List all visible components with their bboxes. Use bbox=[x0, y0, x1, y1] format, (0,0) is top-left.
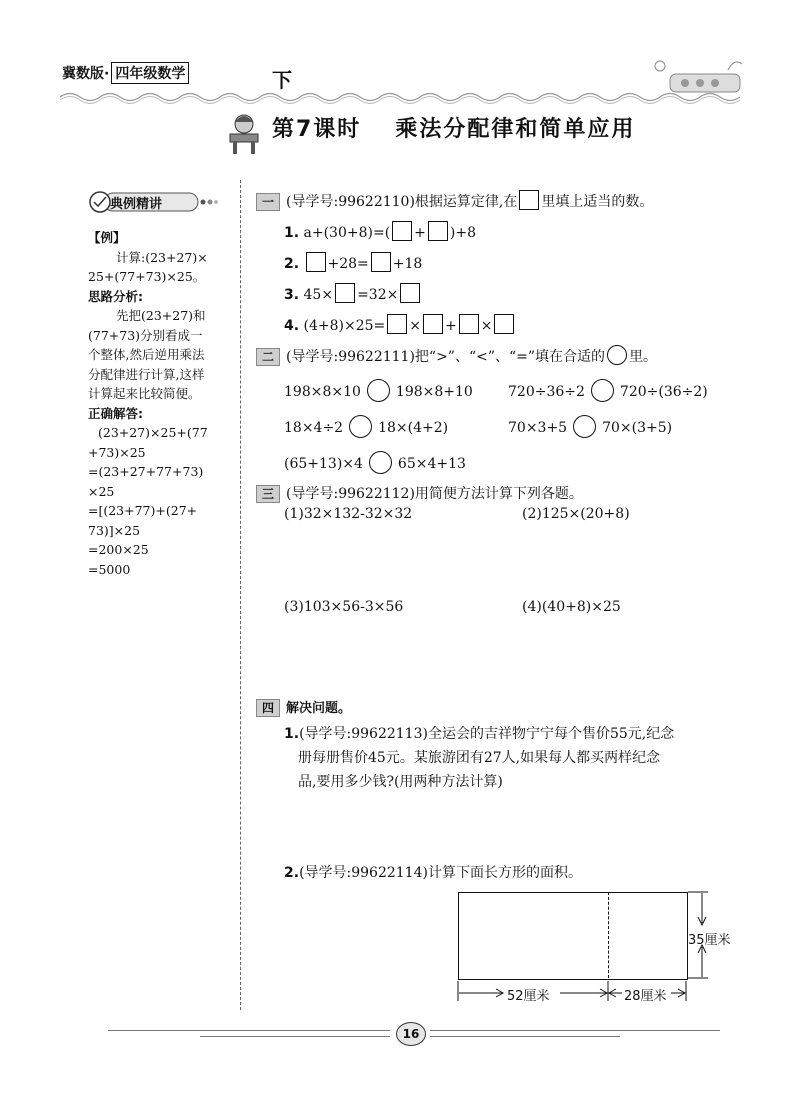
compare-circle bbox=[607, 345, 627, 365]
section-1-item-2: 2. +28= +18 bbox=[284, 252, 422, 272]
footer-line bbox=[200, 1036, 390, 1037]
answer-box[interactable] bbox=[428, 221, 448, 241]
answer-label: 正确解答: bbox=[88, 405, 143, 421]
answer-box[interactable] bbox=[371, 252, 391, 272]
sidebar-tag-label: 典例精讲 bbox=[110, 197, 163, 212]
volume-label: 下 bbox=[272, 68, 292, 92]
answer-box[interactable] bbox=[459, 314, 479, 334]
compare-item: 70×3+5 70×(3+5) bbox=[508, 415, 672, 438]
header-edition bbox=[62, 62, 189, 84]
answer-box[interactable] bbox=[392, 221, 412, 241]
answer-line: +73)×25 bbox=[88, 444, 146, 460]
section-1-item-3: 3. 45× =32× bbox=[284, 283, 422, 303]
section-1-item-1: 1. a+(30+8)=( + )+8 bbox=[284, 221, 476, 241]
word-problem-1: 1.(导学号:99622113)全运会的吉祥物宁宁每个售价55元,纪念 册每册售价45元。某旅游团有27人,如果每人都买两样纪念 品,要用多少钱?(用两种方法计算) bbox=[284, 726, 675, 790]
calc-item: (2)125×(20+8) bbox=[522, 506, 630, 522]
compare-circle[interactable] bbox=[369, 451, 392, 474]
compare-circle[interactable] bbox=[591, 379, 614, 402]
answer-line: =(23+27+77+73) bbox=[88, 464, 204, 479]
section-4-prompt: 四 解决问题。 bbox=[256, 697, 351, 717]
compare-circle[interactable] bbox=[349, 415, 372, 438]
width-label-2: 28厘米 bbox=[624, 989, 667, 1004]
answer-box[interactable] bbox=[423, 314, 443, 334]
answer-line: (23+27)×25+(77 bbox=[98, 425, 208, 440]
word-problem-2: 2.(导学号:99622114)计算下面长方形的面积。 bbox=[284, 865, 582, 881]
section-2-prompt: 二 (导学号:99622111)把“>”、“<”、“=”填在合适的 里。 bbox=[256, 345, 657, 366]
calc-item: (4)(40+8)×25 bbox=[522, 599, 621, 615]
section-2-tag: 二 bbox=[256, 348, 280, 366]
grade-label: 四年级数学 bbox=[111, 62, 189, 84]
answer-line: =[(23+77)+(27+ bbox=[88, 503, 198, 518]
analysis-line: (77+73)分别看成一 bbox=[88, 327, 203, 343]
footer-line bbox=[108, 1030, 390, 1031]
example-problem-line: 25+(77+73)×25。 bbox=[88, 269, 206, 284]
student-desk-icon bbox=[222, 110, 266, 156]
section-3-tag: 三 bbox=[256, 485, 280, 503]
compare-item: 18×4÷2 18×(4+2) bbox=[284, 415, 448, 438]
compare-circle[interactable] bbox=[573, 415, 596, 438]
answer-line: =5000 bbox=[88, 561, 131, 577]
header-cartoon-icon bbox=[640, 52, 750, 102]
analysis-line: 先把(23+27)和 bbox=[116, 308, 206, 323]
column-divider bbox=[240, 180, 241, 1010]
footer-line bbox=[430, 1036, 620, 1037]
section-3-prompt: 三 (导学号:99622112)用简便方法计算下列各题。 bbox=[256, 483, 583, 503]
answer-box bbox=[519, 190, 539, 210]
compare-circle[interactable] bbox=[367, 379, 390, 402]
compare-item: (65+13)×4 65×4+13 bbox=[284, 451, 466, 474]
answer-box[interactable] bbox=[400, 283, 420, 303]
calc-item: (1)32×132-32×32 bbox=[284, 506, 413, 522]
example-problem-line: 计算:(23+27)× bbox=[116, 249, 208, 265]
analysis-line: 分配律进行计算,这样 bbox=[88, 366, 205, 382]
calc-item: (3)103×56-3×56 bbox=[284, 599, 404, 615]
section-1-item-4: 4. (4+8)×25= × + × bbox=[284, 314, 516, 334]
answer-box[interactable] bbox=[494, 314, 514, 334]
height-label: 35厘米 bbox=[688, 933, 731, 948]
answer-box[interactable] bbox=[335, 283, 355, 303]
width-label-1: 52厘米 bbox=[507, 989, 550, 1004]
compare-item: 720÷36÷2 720÷(36÷2) bbox=[508, 379, 708, 402]
example-label: 【例】 bbox=[88, 230, 126, 245]
section-4-tag: 四 bbox=[256, 699, 280, 717]
lesson-topic: 乘法分配律和简单应用 bbox=[395, 117, 636, 142]
answer-box[interactable] bbox=[306, 252, 326, 272]
section-1-tag: 一 bbox=[256, 193, 280, 211]
analysis-line: 个整体,然后逆用乘法 bbox=[88, 347, 205, 362]
answer-line: ×25 bbox=[88, 483, 115, 499]
answer-line: =200×25 bbox=[88, 542, 149, 557]
section-1-prompt: 一 (导学号:99622110)根据运算定律,在 里填上适当的数。 bbox=[256, 190, 653, 211]
analysis-label: 思路分析: bbox=[88, 288, 143, 304]
answer-line: 73)]×25 bbox=[88, 522, 141, 538]
header-wave-decoration bbox=[60, 90, 740, 104]
footer-line bbox=[430, 1030, 720, 1031]
lesson-title bbox=[272, 112, 635, 143]
lesson-number: 第7课时 bbox=[272, 117, 362, 142]
analysis-line: 计算起来比较简便。 bbox=[88, 386, 201, 401]
sidebar-example bbox=[88, 228, 228, 579]
edition-label: 冀数版· bbox=[62, 66, 110, 82]
compare-item: 198×8×10 198×8+10 bbox=[284, 379, 473, 402]
page-number: 16 bbox=[396, 1022, 426, 1046]
answer-box[interactable] bbox=[387, 314, 407, 334]
